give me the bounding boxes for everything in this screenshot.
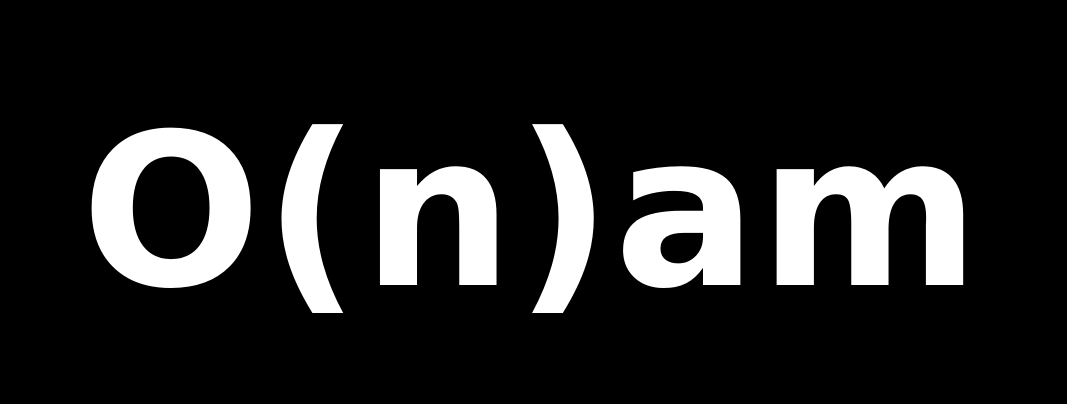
headline-text: O(n)am — [81, 88, 982, 335]
